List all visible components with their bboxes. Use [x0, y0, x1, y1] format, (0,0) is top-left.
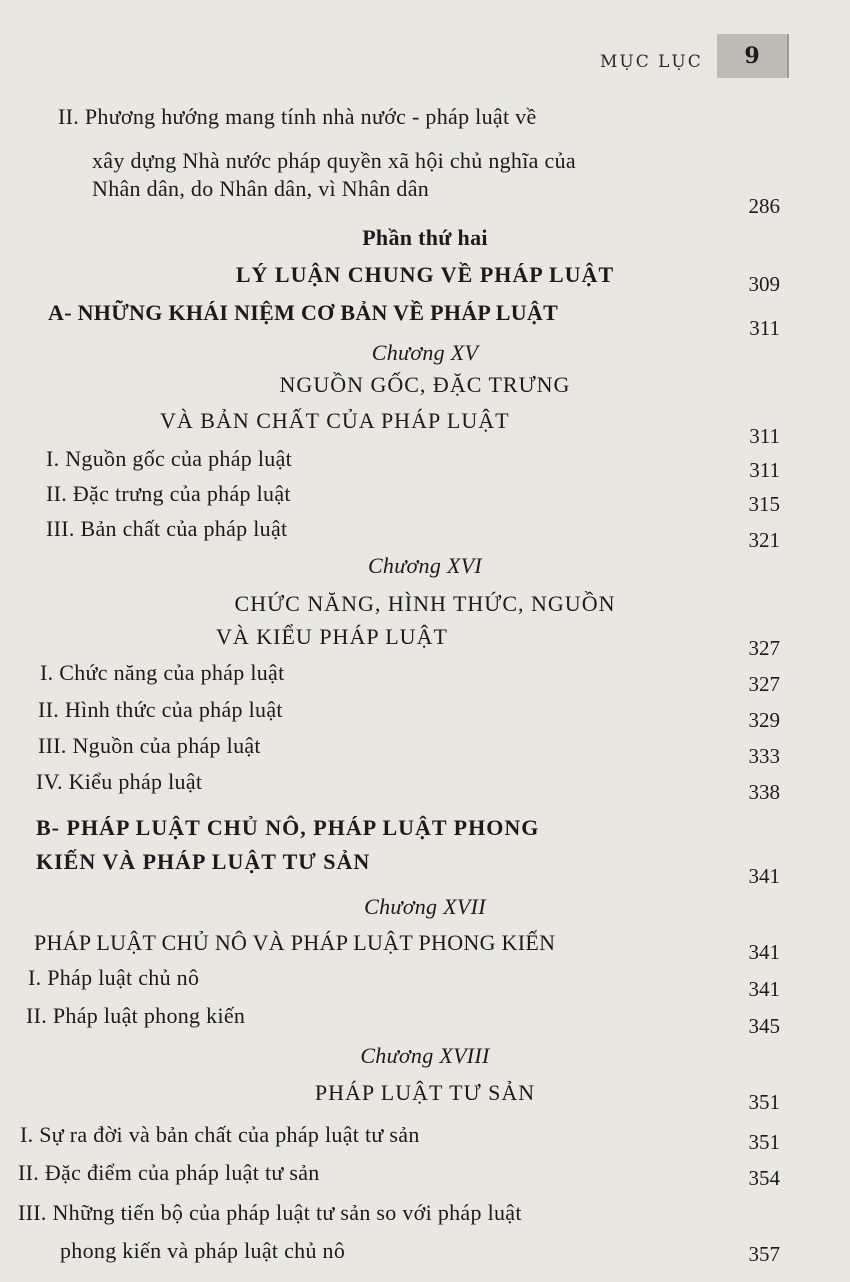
- section-heading: KIẾN VÀ PHÁP LUẬT TƯ SẢN: [36, 849, 371, 874]
- chapter-label: Chương XVI: [367, 553, 483, 578]
- page-number-badge: [717, 34, 789, 78]
- toc-entry-text: III. Những tiến bộ của pháp luật tư sản so với pháp luật: [18, 1200, 522, 1225]
- toc-page-number: 351: [748, 1090, 780, 1114]
- chapter-title: PHÁP LUẬT TƯ SẢN: [314, 1080, 536, 1105]
- toc-page-number: 354: [748, 1166, 780, 1190]
- toc-page-number: 327: [748, 672, 780, 696]
- toc-entry-text: phong kiến và pháp luật chủ nô: [60, 1238, 346, 1263]
- toc-page-number: 338: [748, 780, 780, 804]
- chapter-label: Chương XVII: [364, 894, 486, 919]
- toc-page-number: 309: [748, 272, 780, 296]
- chapter-title: VÀ BẢN CHẤT CỦA PHÁP LUẬT: [160, 408, 510, 433]
- toc-entry-text: II. Pháp luật phong kiến: [26, 1003, 246, 1028]
- toc-entry-text: II. Phương hướng mang tính nhà nước - pháp luật về: [58, 104, 537, 129]
- part-heading: Phần thứ hai: [362, 225, 488, 250]
- toc-page-number: 357: [748, 1242, 780, 1266]
- toc-page-number: 329: [748, 708, 780, 732]
- toc-entry-text: I. Sự ra đời và bản chất của pháp luật tư sản: [20, 1122, 420, 1147]
- toc-entry-text: xây dựng Nhà nước pháp quyền xã hội chủ nghĩa của: [92, 148, 576, 173]
- toc-page-number: 333: [748, 744, 780, 768]
- toc-entry-text: I. Chức năng của pháp luật: [40, 660, 285, 685]
- chapter-title: CHỨC NĂNG, HÌNH THỨC, NGUỒN: [234, 591, 616, 616]
- toc-entry-text: III. Bản chất của pháp luật: [46, 516, 288, 541]
- page-number: 9: [744, 43, 760, 69]
- toc-entry-text: I. Nguồn gốc của pháp luật: [46, 446, 293, 471]
- chapter-title: NGUỒN GỐC, ĐẶC TRƯNG: [279, 372, 571, 397]
- toc-page-number: 341: [748, 940, 780, 964]
- part-title: LÝ LUẬN CHUNG VỀ PHÁP LUẬT: [235, 262, 615, 287]
- toc-entry-text: Nhân dân, do Nhân dân, vì Nhân dân: [92, 176, 430, 201]
- chapter-title: PHÁP LUẬT CHỦ NÔ VÀ PHÁP LUẬT PHONG KIẾN: [34, 930, 556, 955]
- running-header: MỤC LỤC: [600, 52, 703, 72]
- toc-page-number: 311: [749, 458, 780, 482]
- toc-page-number: 311: [749, 316, 780, 340]
- toc-page-number: 311: [749, 424, 780, 448]
- toc-page-number: 286: [748, 194, 780, 218]
- toc-page-number: 341: [748, 864, 780, 888]
- section-heading: B- PHÁP LUẬT CHỦ NÔ, PHÁP LUẬT PHONG: [36, 815, 540, 840]
- toc-entry-text: IV. Kiểu pháp luật: [36, 769, 203, 794]
- chapter-title: VÀ KIỂU PHÁP LUẬT: [216, 624, 448, 649]
- chapter-label: Chương XVIII: [360, 1043, 490, 1068]
- toc-entry-text: II. Hình thức của pháp luật: [38, 697, 283, 722]
- chapter-label: Chương XV: [371, 340, 479, 365]
- section-heading: A- NHỮNG KHÁI NIỆM CƠ BẢN VỀ PHÁP LUẬT: [48, 300, 559, 325]
- toc-page-number: 315: [748, 492, 780, 516]
- toc-page-number: 351: [748, 1130, 780, 1154]
- toc-page-number: 345: [748, 1014, 780, 1038]
- toc-entry-text: I. Pháp luật chủ nô: [28, 965, 200, 990]
- toc-page-number: 341: [748, 977, 780, 1001]
- toc-page-number: 321: [748, 528, 780, 552]
- toc-entry-text: II. Đặc điểm của pháp luật tư sản: [18, 1160, 320, 1185]
- toc-entry-text: II. Đặc trưng của pháp luật: [46, 481, 291, 506]
- toc-entry-text: III. Nguồn của pháp luật: [38, 733, 261, 758]
- toc-page-number: 327: [748, 636, 780, 660]
